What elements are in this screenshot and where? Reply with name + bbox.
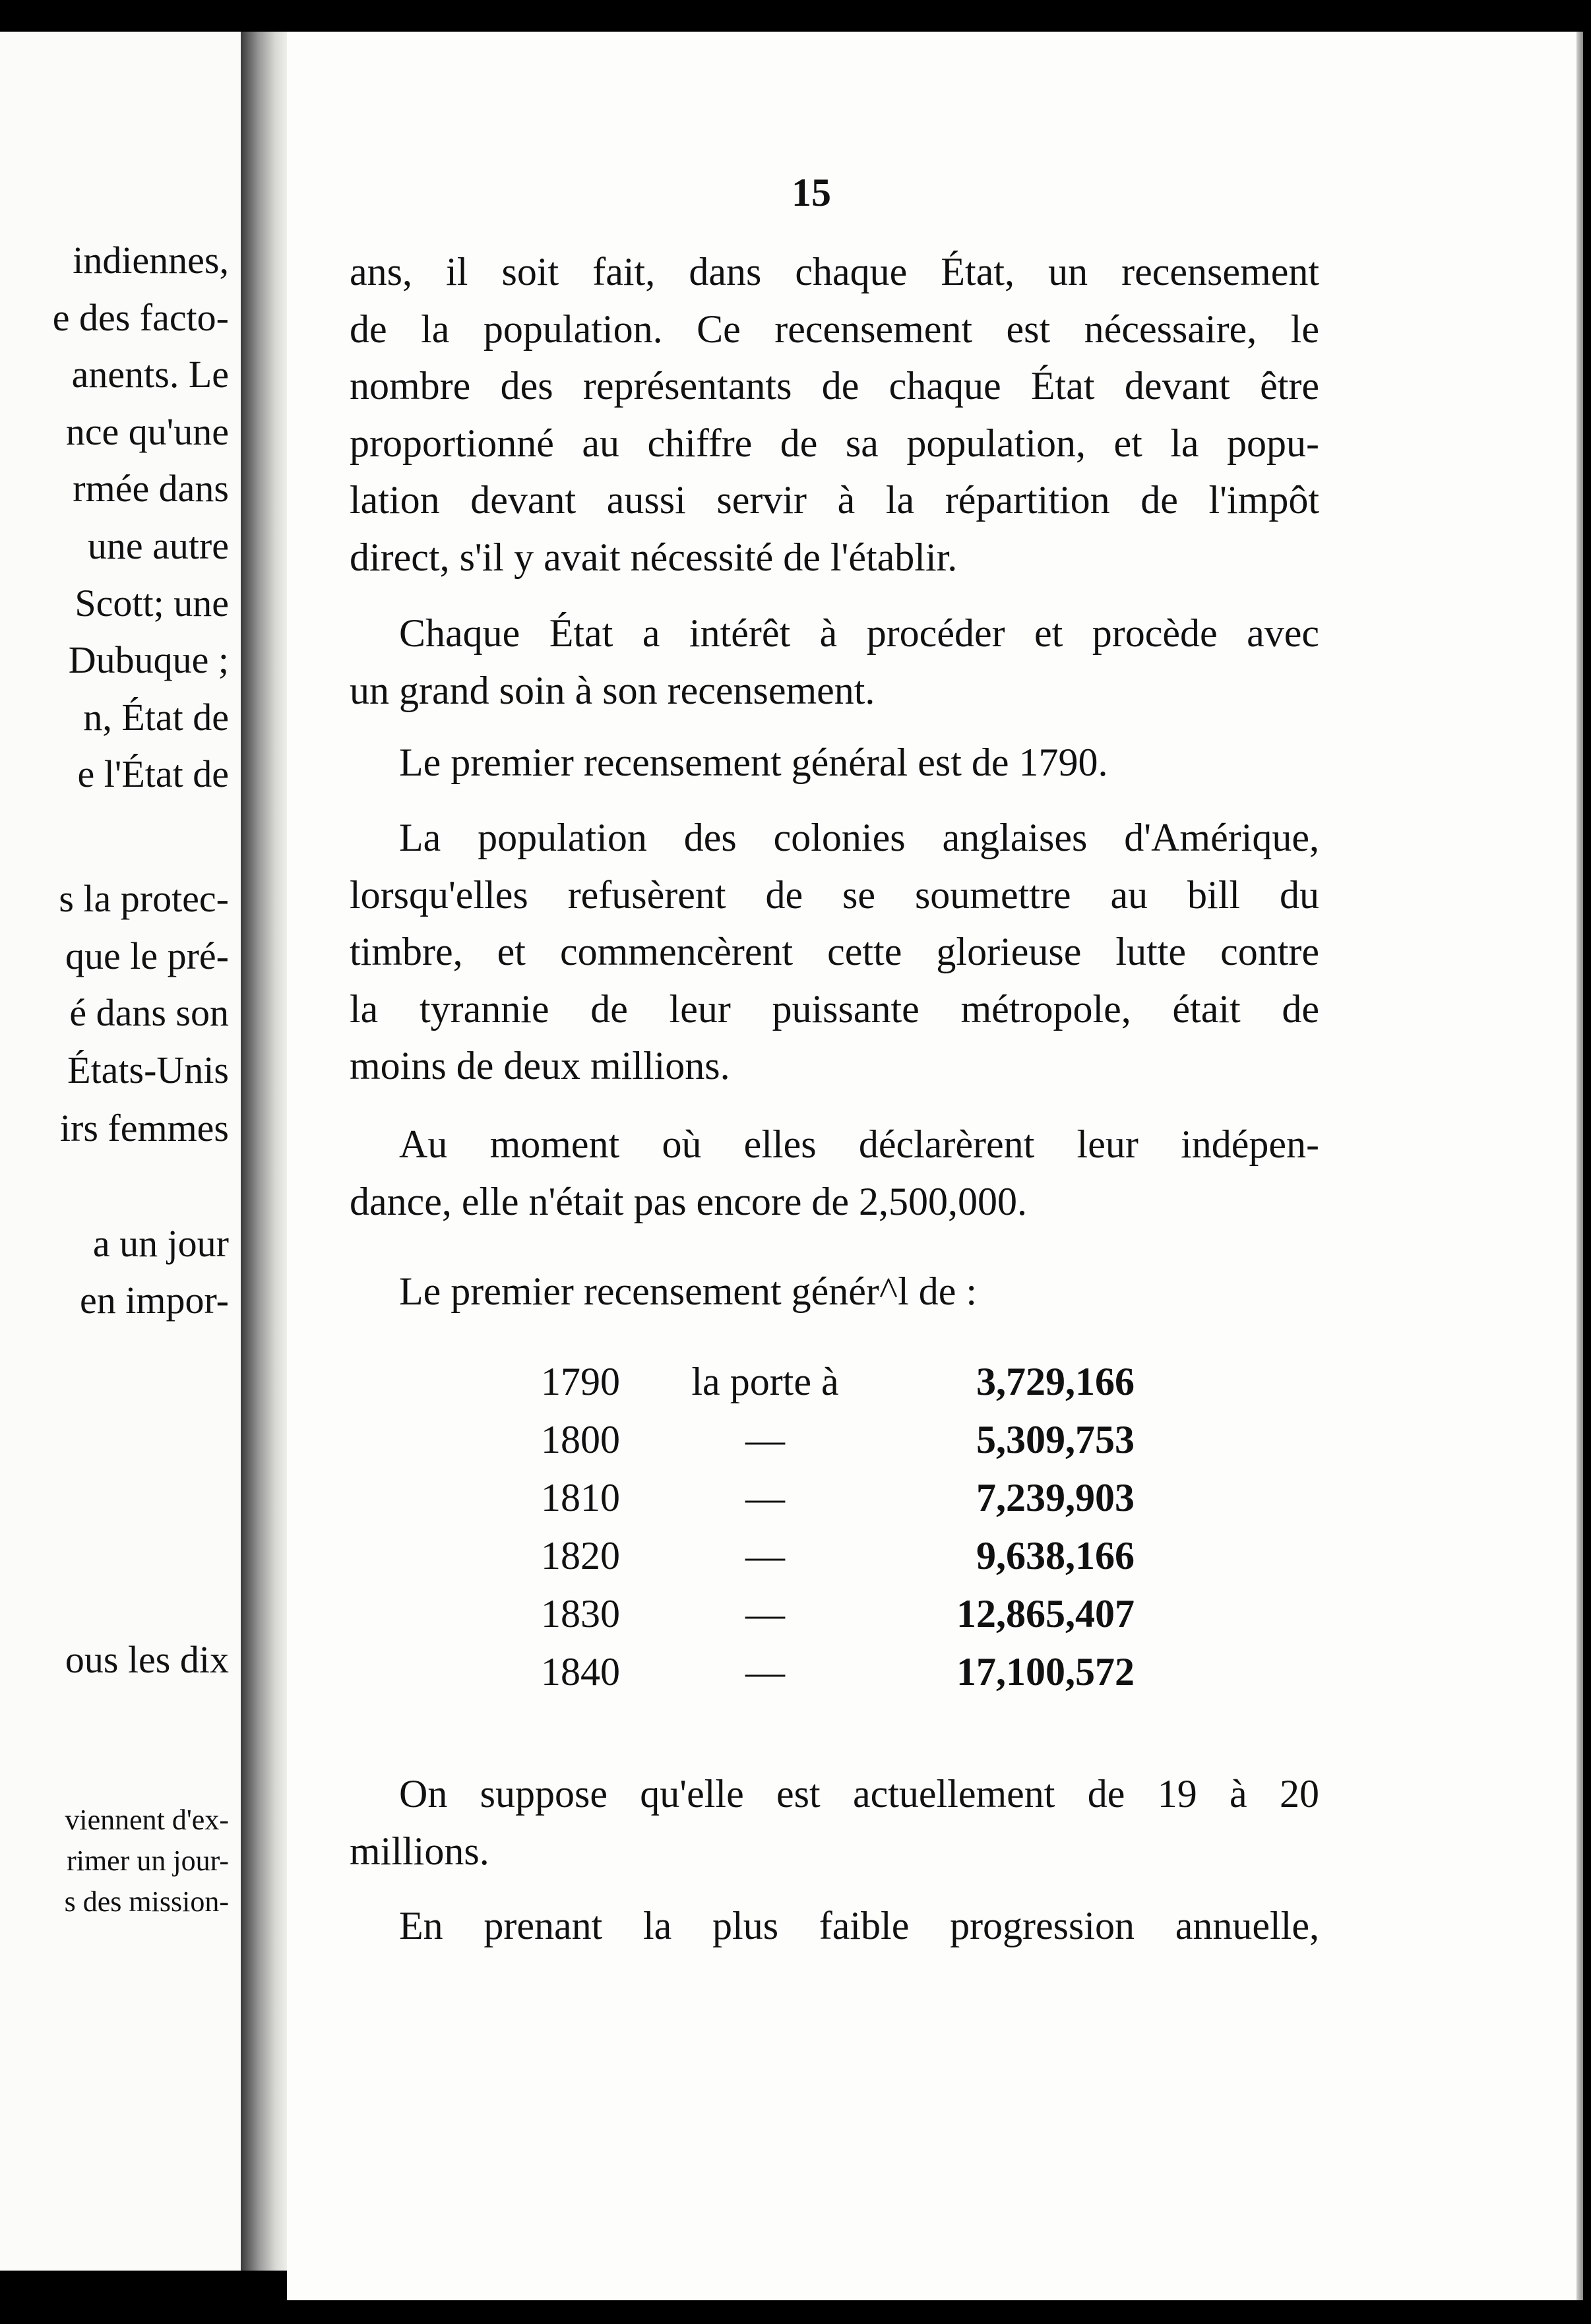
body-line: ans, il soit fait, dans chaque État, un recensement	[350, 250, 1319, 293]
left-text-line: e l'État de	[77, 752, 229, 795]
census-label: —	[745, 1418, 785, 1461]
left-footnote-line: rimer un jour-	[67, 1845, 229, 1877]
left-text-line: nce qu'une	[65, 410, 229, 453]
census-label: —	[745, 1592, 785, 1636]
body-line: lation devant aussi servir à la répartition de l'impôt	[350, 478, 1319, 522]
census-value: 5,309,753	[976, 1418, 1135, 1461]
left-text-line: rmée dans	[73, 467, 229, 510]
census-year: 1800	[541, 1418, 620, 1461]
book-gutter-shadow	[241, 32, 287, 2271]
body-line: millions.	[350, 1829, 489, 1873]
body-line: dance, elle n'était pas encore de 2,500,000.	[350, 1180, 1028, 1223]
census-label: —	[745, 1476, 785, 1519]
body-line: de la population. Ce recensement est nécessaire, le	[350, 307, 1319, 351]
body-line: Chaque État a intérêt à procéder et procède avec	[399, 611, 1319, 655]
left-text-line: une autre	[87, 524, 229, 567]
left-text-line: anents. Le	[71, 353, 229, 396]
body-line: En prenant la plus faible progression annuelle,	[399, 1904, 1319, 1947]
body-line: Le premier recensement génér^l de :	[399, 1269, 978, 1313]
body-line: La population des colonies anglaises d'Amérique,	[399, 816, 1319, 859]
left-text-line: n, État de	[83, 696, 229, 739]
body-line: timbre, et commencèrent cette glorieuse lutte contre	[350, 930, 1319, 973]
census-value: 12,865,407	[956, 1592, 1135, 1636]
left-text-line: e des facto-	[52, 296, 229, 339]
left-text-line: indiennes,	[73, 239, 229, 282]
body-line: nombre des représentants de chaque État devant être	[350, 364, 1319, 408]
body-line: On suppose qu'elle est actuellement de 19 à 20	[399, 1772, 1319, 1816]
census-year: 1790	[541, 1360, 620, 1403]
left-text-line: en impor-	[80, 1279, 229, 1322]
left-footnote-line: s des mission-	[64, 1885, 229, 1918]
left-text-line: Scott; une	[75, 582, 229, 625]
census-label: —	[745, 1650, 785, 1694]
census-value: 7,239,903	[976, 1476, 1135, 1519]
census-value: 17,100,572	[956, 1650, 1135, 1694]
left-footnote-line: viennent d'ex-	[65, 1804, 229, 1836]
left-text-line: é dans son	[69, 991, 229, 1034]
page-number: 15	[792, 171, 831, 214]
left-text-line: que le pré-	[65, 934, 229, 977]
body-line: moins de deux millions.	[350, 1044, 730, 1087]
census-year: 1810	[541, 1476, 620, 1519]
census-year: 1830	[541, 1592, 620, 1636]
census-label: —	[745, 1534, 785, 1577]
body-line: direct, s'il y avait nécessité de l'établir.	[350, 535, 958, 579]
census-label: la porte à	[691, 1360, 839, 1403]
body-line: Le premier recensement général est de 1790.	[399, 741, 1108, 784]
previous-page-fragment	[0, 32, 241, 2271]
left-text-line: ous les dix	[65, 1638, 229, 1681]
body-line: Au moment où elles déclarèrent leur indépen-	[399, 1122, 1319, 1166]
body-line: proportionné au chiffre de sa population, et la popu-	[350, 421, 1319, 465]
left-text-line: s la protec-	[59, 877, 229, 920]
body-line: la tyrannie de leur puissante métropole, était de	[350, 987, 1319, 1031]
census-year: 1840	[541, 1650, 620, 1694]
left-text-line: a un jour	[92, 1222, 229, 1265]
left-text-line: irs femmes	[59, 1107, 229, 1149]
body-line: lorsqu'elles refusèrent de se soumettre au bill du	[350, 873, 1319, 917]
left-text-line: Dubuque ;	[68, 638, 229, 681]
body-line: un grand soin à son recensement.	[350, 669, 875, 712]
census-value: 3,729,166	[976, 1360, 1135, 1403]
census-year: 1820	[541, 1534, 620, 1577]
page-edge	[1576, 32, 1583, 2300]
census-value: 9,638,166	[976, 1534, 1135, 1577]
left-text-line: États-Unis	[67, 1049, 229, 1091]
